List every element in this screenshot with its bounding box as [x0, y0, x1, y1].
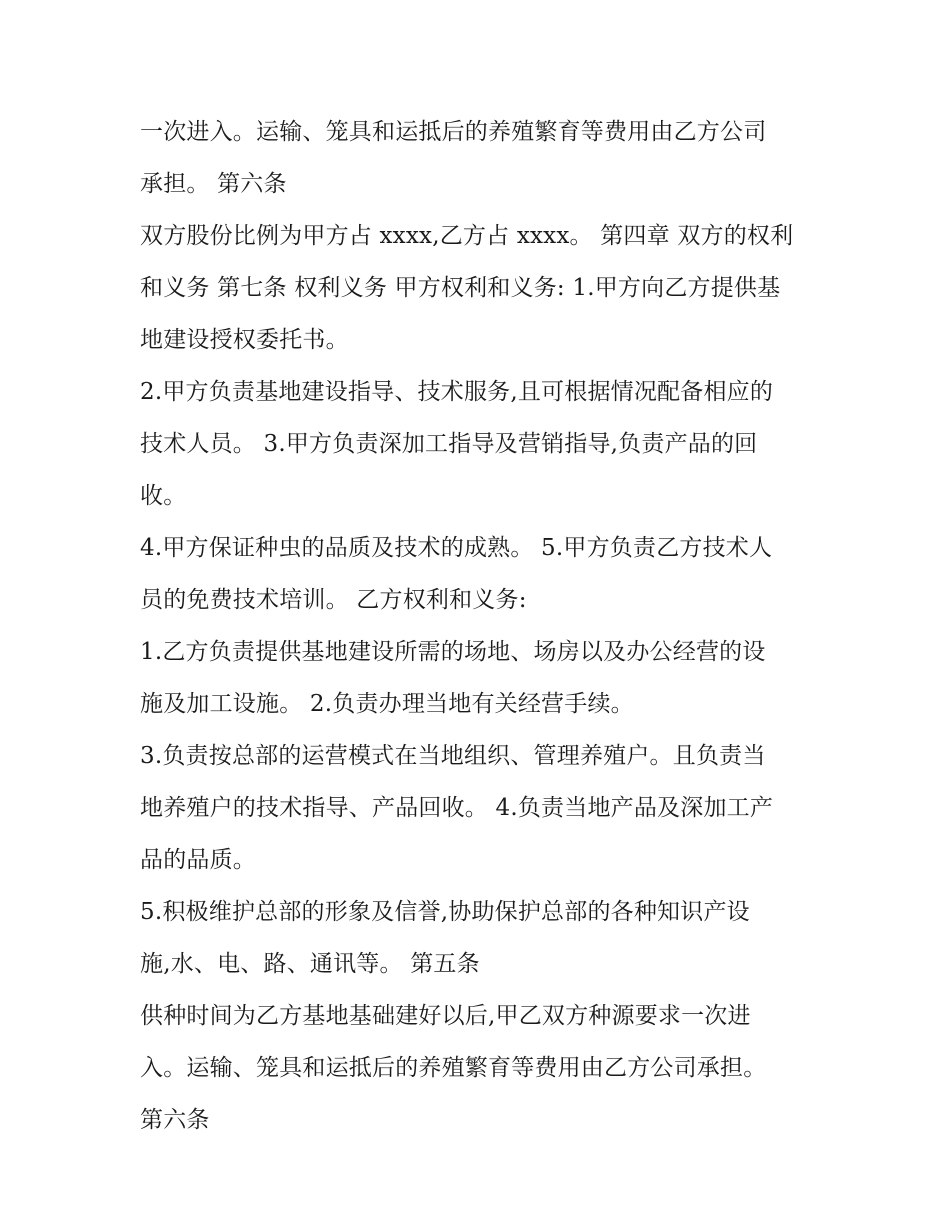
- text-line: 地建设授权委托书。: [140, 327, 349, 353]
- text-line: 供种时间为乙方基地基础建好以后,甲乙双方种源要求一次进: [140, 1003, 751, 1029]
- text-line: 施,水、电、路、通讯等。 第五条: [140, 951, 480, 977]
- text-line: 3.负责按总部的运营模式在当地组织、管理养殖户。且负责当: [140, 743, 766, 769]
- text-line: 双方股份比例为甲方占 xxxx,乙方占 xxxx。 第四章 双方的权利: [140, 223, 794, 249]
- text-line: 入。运输、笼具和运抵后的养殖繁育等费用由乙方公司承担。: [140, 1055, 767, 1081]
- text-line: 1.乙方负责提供基地建设所需的场地、场房以及办公经营的设: [140, 639, 766, 665]
- text-line: 2.甲方负责基地建设指导、技术服务,且可根据情况配备相应的: [140, 379, 774, 405]
- text-line: 员的免费技术培训。 乙方权利和义务:: [140, 587, 527, 613]
- text-line: 施及加工设施。 2.负责办理当地有关经营手续。: [140, 691, 634, 717]
- text-line: 第六条: [140, 1107, 210, 1133]
- text-line: 一次进入。运输、笼具和运抵后的养殖繁育等费用由乙方公司: [140, 119, 767, 145]
- text-line: 承担。 第六条: [140, 171, 287, 197]
- text-line: 5.积极维护总部的形象及信誉,协助保护总部的各种知识产设: [140, 899, 750, 925]
- text-line: 和义务 第七条 权利义务 甲方权利和义务: 1.甲方向乙方提供基: [140, 275, 781, 301]
- text-line: 品的品质。: [140, 847, 256, 873]
- text-line: 技术人员。 3.甲方负责深加工指导及营销指导,负责产品的回: [140, 431, 758, 457]
- text-line: 收。: [140, 483, 187, 509]
- text-line: 地养殖户的技术指导、产品回收。 4.负责当地产品及深加工产: [140, 795, 774, 821]
- document-body: [140, 106, 820, 1146]
- text-line: 4.甲方保证种虫的品质及技术的成熟。 5.甲方负责乙方技术人: [140, 535, 773, 561]
